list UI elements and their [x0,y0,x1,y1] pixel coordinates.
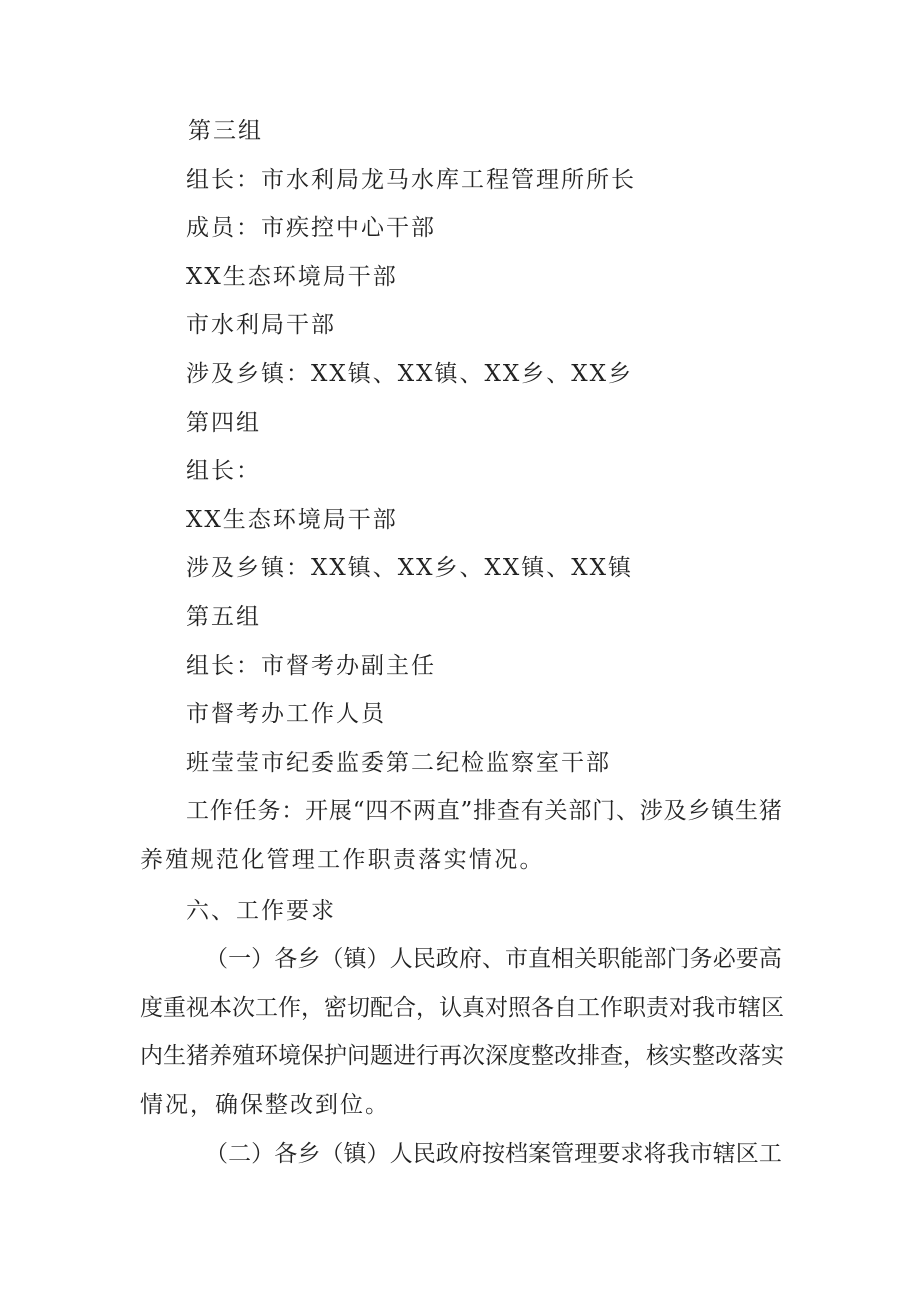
requirement-1-line-4: 情况，确保整改到位。 [140,1092,390,1118]
group-three-member-ecology: XX生态环境局干部 [186,264,398,290]
task-line-1: 工 作 任 务 ： 开 展 “ 四 不 两 直 ” 排 查 有 关 部 门 、 涉 及 乡 镇 生 猪 [186,798,782,824]
requirement-1-line-2: 度 重 视 本 次 工 作 ， 密 切 配 合 ， 认 真 对 照 各 自 工 作 职 责 对 我 市 辖 区 [140,995,784,1021]
group-three-towns: 涉及乡镇：XX镇、XX镇、XX乡、XX乡 [186,361,633,387]
group-three-members: 成员：市疾控中心干部 [186,215,436,241]
section-heading-requirements: 六、工作要求 [186,898,336,924]
group-four-member-ecology: XX生态环境局干部 [186,507,398,533]
group-four-towns: 涉及乡镇：XX镇、XX乡、XX镇、XX镇 [186,555,633,581]
group-four-leader: 组长： [186,458,261,484]
group-five-heading: 第五组 [186,604,261,630]
group-three-heading: 第三组 [188,118,263,144]
group-three-leader: 组长：市水利局龙马水库工程管理所所长 [186,167,636,193]
group-three-member-water: 市水利局干部 [186,312,336,338]
group-five-leader: 组长：市督考办副主任 [186,653,436,679]
requirement-1-line-3: 内 生 猪 养 殖 环 境 保 护 问 题 进 行 再 次 深 度 整 改 排 查 ， 核 实 整 改 落 实 [140,1043,784,1069]
requirement-2-line-1: （ 二 ） 各 乡 （ 镇 ） 人 民 政 府 按 档 案 管 理 要 求 将 我 市 辖 区 工 [205,1141,782,1167]
group-four-heading: 第四组 [186,410,261,436]
group-five-member-office: 市督考办工作人员 [186,701,386,727]
group-five-member-discipline: 班莹莹市纪委监委第二纪检监察室干部 [186,750,611,776]
task-line-2: 养殖规范化管理工作职责落实情况。 [140,847,545,873]
requirement-1-line-1: （ 一 ） 各 乡 （ 镇 ） 人 民 政 府 、 市 直 相 关 职 能 部 门 务 必 要 高 [205,946,782,972]
